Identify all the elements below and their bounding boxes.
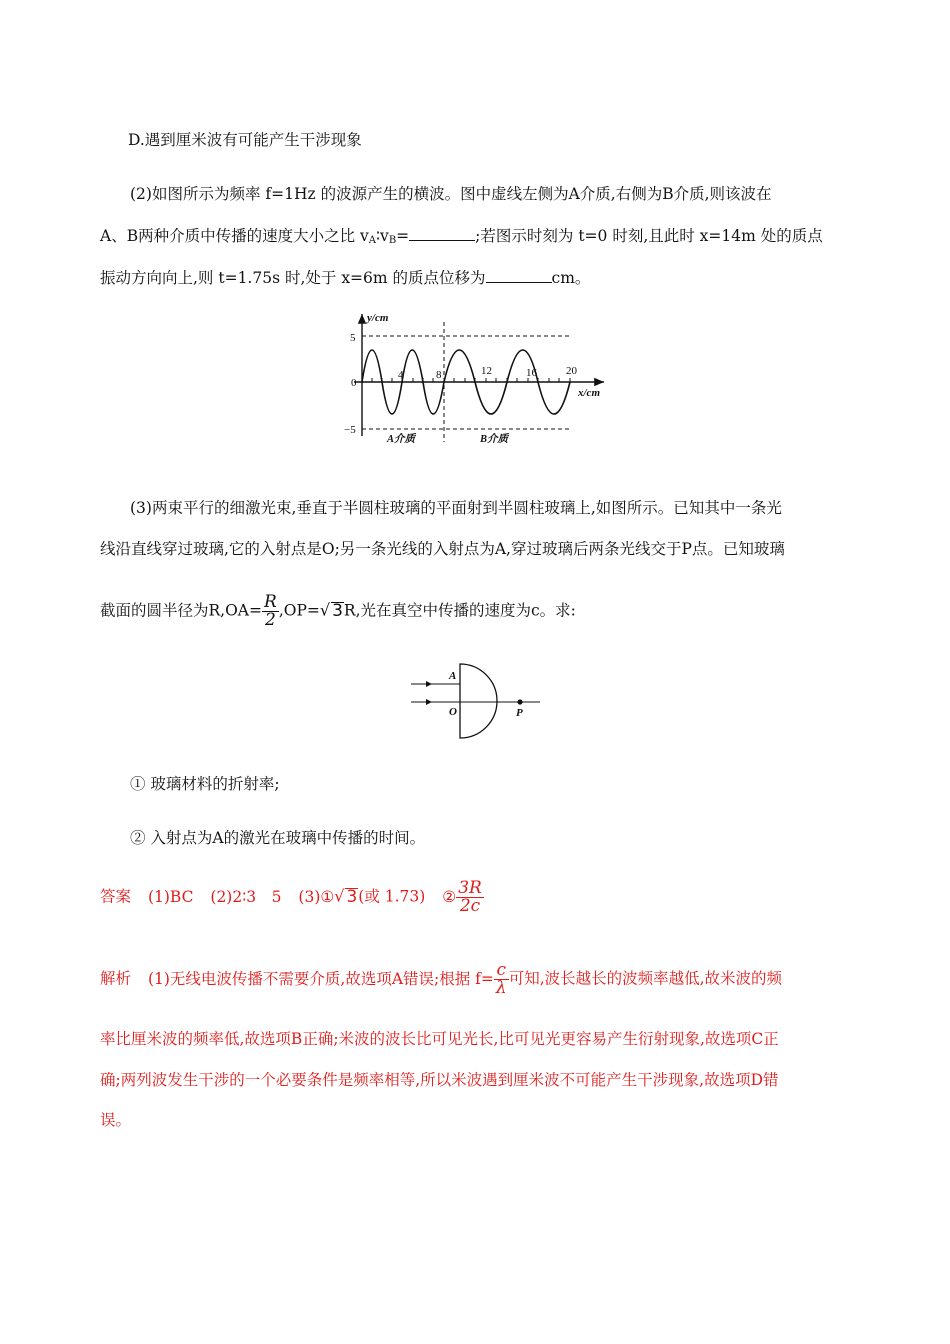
x-tick-12: 12 <box>481 365 492 377</box>
answer-label: 答案 <box>100 887 132 906</box>
answer-blank-displacement <box>486 267 552 283</box>
y-axis-label: y/cm <box>367 312 389 324</box>
x-tick-16: 16 <box>526 367 537 379</box>
wave-graph-figure <box>340 310 610 450</box>
sqrt-icon: √ <box>319 600 331 620</box>
y-tick-neg5: −5 <box>344 424 356 436</box>
q3-sub1: ① 玻璃材料的折射率; <box>130 775 280 793</box>
x-tick-4: 4 <box>398 369 404 381</box>
analysis-label: 解析 <box>100 969 132 988</box>
y-tick-5: 5 <box>350 332 356 344</box>
label-o: O <box>449 706 457 718</box>
semicircle-glass-figure <box>405 660 545 742</box>
label-a: A <box>449 670 457 682</box>
q2-line2: A、B两种介质中传播的速度大小之比 $v_A∶v_B=$ ;若图示时刻为 t=0 时刻,且此时 x=14m 处的质点 <box>100 227 823 246</box>
q3-sub2: ② 入射点为A的激光在玻璃中传播的时间。 <box>130 829 426 847</box>
q3-line2: 线沿直线穿过玻璃,它的入射点是O;另一条光线的入射点为A,穿过玻璃后两条光线交于P点。已知玻璃 <box>100 540 785 558</box>
q3-line1: (3)两束平行的细激光束,垂直于半圆柱玻璃的平面射到半圆柱玻璃上,如图所示。已知其中一条光 <box>130 499 782 517</box>
semicircle-glass <box>460 664 497 738</box>
q2-line3: 振动方向向上,则 t=1.75s 时,处于 x=6m 的质点位移为 cm。 <box>100 269 591 287</box>
x-tick-20: 20 <box>566 365 577 377</box>
option-d-text: D.遇到厘米波有可能产生干涉现象 <box>128 131 362 149</box>
frequency-fraction: $\frac{c}{\lambda}$ <box>495 960 507 998</box>
medium-b-label: B介质 <box>480 434 509 445</box>
y-tick-0: 0 <box>351 377 357 389</box>
analysis-line1: 解析 (1)无线电波传播不需要介质,故选项A错误;根据 f= $\frac{c}{\lambda}$ 可知,波长越长的波频率越低,故米波的频 <box>100 960 783 998</box>
analysis-line3: 确;两列波发生干涉的一个必要条件是频率相等,所以米波遇到厘米波不可能产生干涉现象,故选项D错 <box>100 1071 779 1089</box>
x-tick-8: 8 <box>436 369 442 381</box>
answer-blank-ratio <box>409 225 475 241</box>
answer-line: 答案 (1)BC (2)2∶3 5 (3)①√ 3(或 1.73) ② $\frac{3R}{2c}$ <box>100 878 482 916</box>
analysis-line2: 率比厘米波的频率低,故选项B正确;米波的波长比可见光长,比可见光更容易产生衍射现象,故选项C正 <box>100 1030 779 1048</box>
analysis-line4: 误。 <box>100 1111 132 1129</box>
medium-a-label: A介质 <box>387 434 416 445</box>
point-p <box>517 699 522 704</box>
oa-fraction: $\frac{R}{2}$ <box>264 592 277 630</box>
q2-line1: (2)如图所示为频率 f=1Hz 的波源产生的横波。图中虚线左侧为A介质,右侧为B介质,则该波在 <box>130 185 772 203</box>
sqrt-icon: √ <box>334 886 345 906</box>
x-axis-label: x/cm <box>578 387 600 399</box>
label-p: P <box>516 707 523 719</box>
answer-time-fraction: $\frac{3R}{2c}$ <box>458 878 482 916</box>
q3-line3: 截面的圆半径为R,OA= $\frac{R}{2}$ ,OP=√ 3R,光在真空中传播的速度为c。求: <box>100 592 576 630</box>
